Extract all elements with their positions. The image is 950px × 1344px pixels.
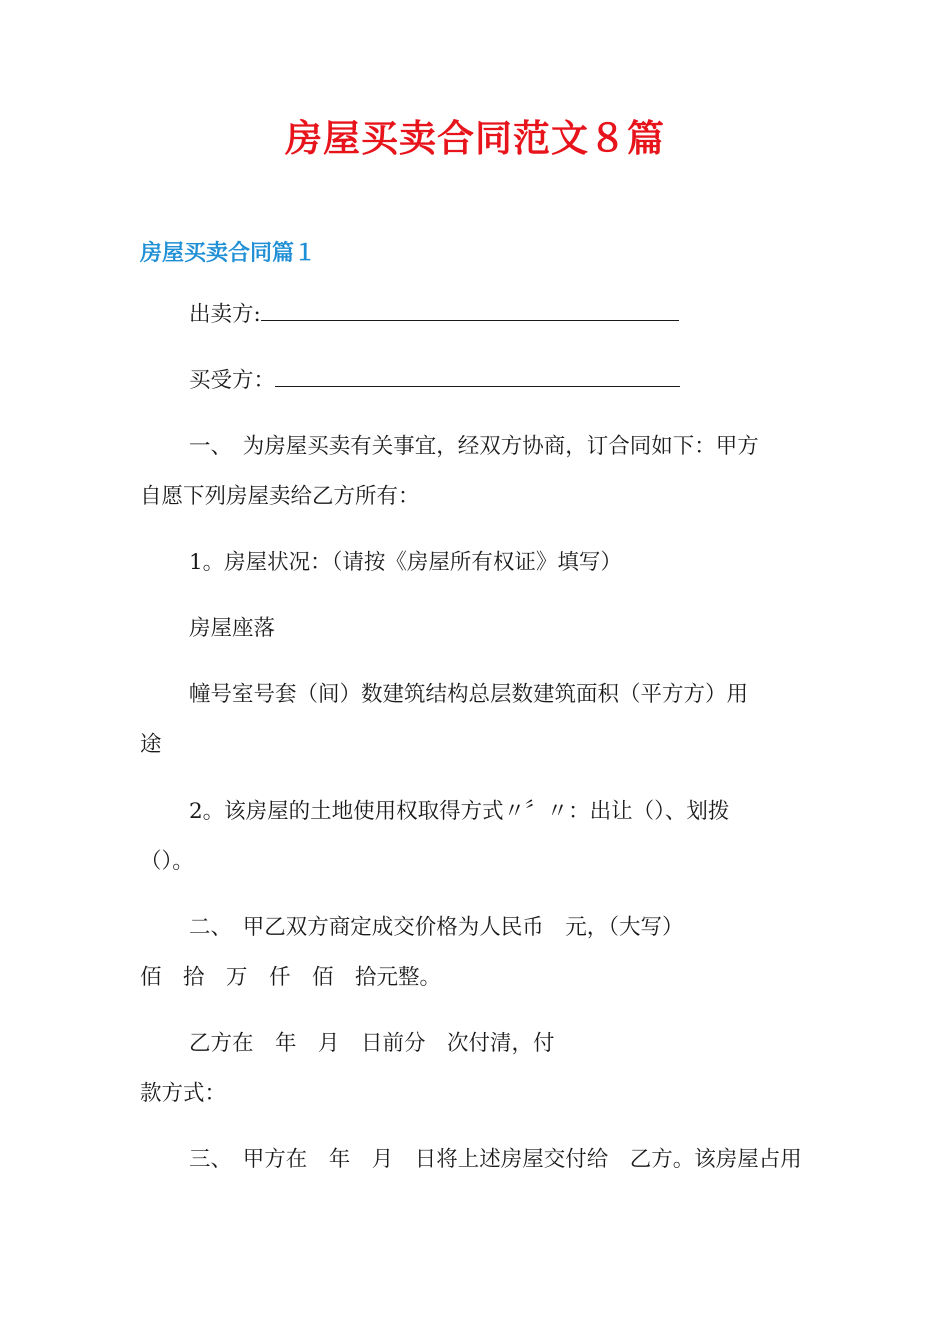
payment-line1: 乙方在 年 月 日前分 次付清，付 (189, 1031, 555, 1056)
section-heading: 房屋买卖合同篇１ (140, 241, 317, 266)
item2-line1: 2。该房屋的土地使用权取得方式〃〞〃：出让（）、划拨 (189, 799, 730, 824)
buyer-label: 买受方： (189, 368, 276, 393)
item2-line2: （）。 (140, 849, 194, 874)
payment-line2: 款方式： (140, 1081, 227, 1106)
clause1-line1: 一、 为房屋买卖有关事宜，经双方协商，订合同如下：甲方 (189, 434, 759, 459)
fields-line1: 幢号室号套（间）数建筑结构总层数建筑面积（平方方）用 (189, 682, 749, 707)
buyer-line (140, 356, 869, 406)
buyer-blank (275, 364, 680, 387)
item1-line: 1。房屋状况：（请按《房屋所有权证》填写） (189, 550, 622, 575)
seller-label: 出卖方: (189, 302, 261, 327)
clause3-line1: 三、 甲方在 年 月 日将上述房屋交付给 乙方。该房屋占用 (189, 1147, 802, 1172)
seller-line (140, 290, 869, 340)
clause2-line2: 佰 拾 万 仟 佰 拾元整。 (140, 965, 442, 990)
fields-line2: 途 (140, 732, 162, 757)
seller-blank (261, 298, 679, 321)
location-line: 房屋座落 (189, 616, 276, 641)
clause1-line2: 自愿下列房屋卖给乙方所有： (140, 484, 420, 509)
clause2-line1: 二、 甲乙双方商定成交价格为人民币 元，（大写） (189, 915, 684, 940)
document-title: 房屋买卖合同范文８篇 (285, 117, 665, 160)
